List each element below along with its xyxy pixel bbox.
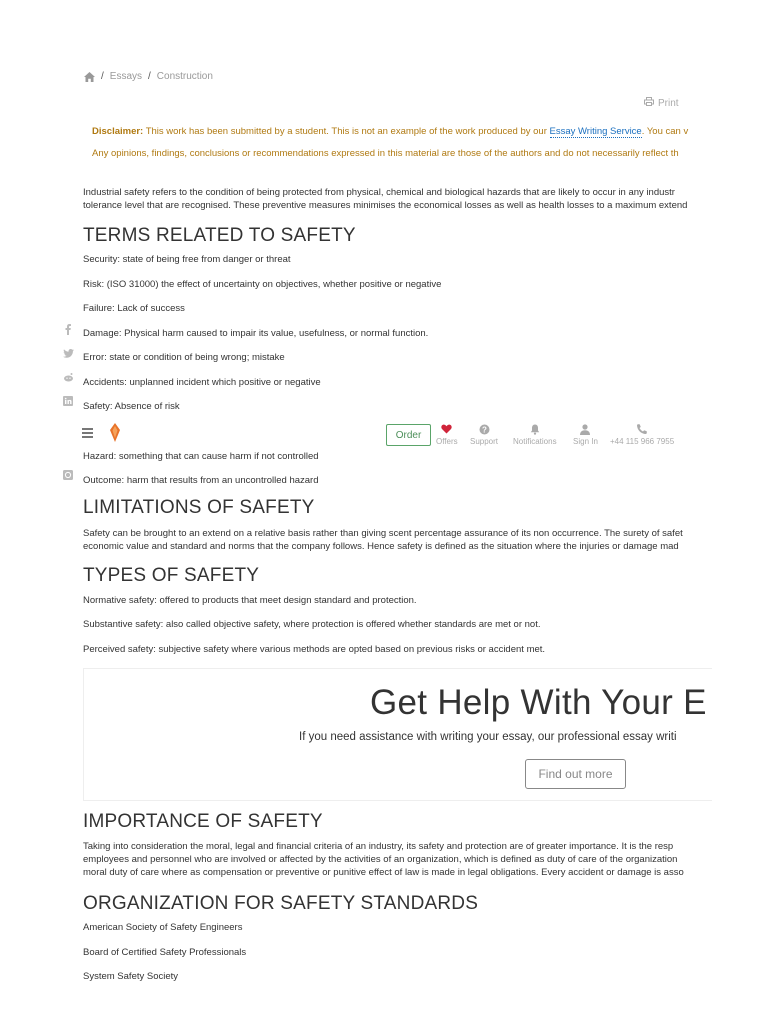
print-button[interactable] (644, 97, 679, 109)
printer-icon (644, 97, 654, 109)
disclaimer-box (84, 120, 712, 178)
bell-icon (513, 423, 557, 435)
help-banner (83, 668, 712, 801)
phone-icon (610, 423, 674, 435)
type-item: Normative safety: offered to products that meet design standard and protection. (83, 595, 417, 606)
logo-icon[interactable] (108, 423, 122, 443)
help-banner-title: Get Help With Your E (370, 683, 707, 722)
essay-writing-service-link[interactable]: Essay Writing Service (549, 126, 642, 137)
breadcrumb (84, 71, 213, 82)
limitations-paragraph (83, 527, 712, 553)
breadcrumb-essays[interactable]: Essays (109, 71, 143, 82)
types-heading: TYPES OF SAFETY (83, 565, 260, 586)
support-button[interactable] (470, 423, 498, 446)
twitter-icon[interactable] (62, 347, 74, 359)
term-item: Safety: Absence of risk (83, 401, 180, 412)
disclaimer-label: Disclaimer: (92, 126, 144, 137)
limitations-line: Safety can be brought to an extend on a relative basis rather than giving scent percentage assurance of its non occurrence. The surety of safet (83, 528, 683, 539)
breadcrumb-construction[interactable]: Construction (156, 71, 213, 82)
term-item: Outcome: harm that results from an uncontrolled hazard (83, 475, 319, 486)
facebook-icon[interactable] (62, 323, 74, 335)
organization-item: System Safety Society (83, 971, 179, 982)
find-out-more-button[interactable]: Find out more (525, 759, 626, 789)
user-icon (573, 423, 598, 435)
heart-icon (436, 423, 458, 435)
whatsapp-icon[interactable] (62, 469, 74, 481)
help-banner-subtitle: If you need assistance with writing your essay, our professional essay writi (299, 731, 677, 743)
breadcrumb-separator: / (101, 71, 104, 82)
sticky-toolbar (74, 420, 712, 448)
term-item: Risk: (ISO 31000) the effect of uncertainty on objectives, whether positive or negative (83, 279, 442, 290)
terms-heading: TERMS RELATED TO SAFETY (83, 225, 356, 246)
term-item: Hazard: something that can cause harm if not controlled (83, 451, 319, 462)
term-item: Error: state or condition of being wrong; mistake (83, 352, 285, 363)
disclaimer-line-2: Any opinions, findings, conclusions or recommendations expressed in this material are those of the authors and do not necessarily reflect th (92, 148, 679, 159)
organization-item: Board of Certified Safety Professionals (83, 947, 247, 958)
term-item: Security: state of being free from danger or threat (83, 254, 291, 265)
svg-text:?: ? (481, 424, 487, 434)
offers-button[interactable] (436, 423, 458, 446)
support-label: Support (470, 437, 499, 446)
importance-line: employees and personnel who are involved or affected by the activities of an organization, which is defined as duty of care of the organization (83, 854, 678, 865)
term-item: Accidents: unplanned incident which positive or negative (83, 377, 321, 388)
intro-line: Industrial safety refers to the condition of being protected from physical, chemical and biological hazards that are likely to occur in any industr (83, 187, 675, 198)
home-icon[interactable] (84, 72, 95, 82)
limitations-heading: LIMITATIONS OF SAFETY (83, 497, 315, 518)
importance-line: Taking into consideration the moral, legal and financial criteria of an industry, its safety and protection are of greater importance. It is the resp (83, 841, 674, 852)
type-item: Perceived safety: subjective safety where various methods are opted based on previous risks or accident met. (83, 644, 546, 655)
disclaimer-line-1 (84, 125, 712, 139)
menu-icon[interactable] (82, 428, 93, 437)
limitations-line: economic value and standard and norms that the company follows. Hence safety is defined as the situation where the injuries or damage mad (83, 541, 679, 552)
print-label: Print (658, 97, 679, 109)
reddit-icon[interactable] (62, 371, 74, 383)
type-item: Substantive safety: also called objective safety, where protection is offered whether standards are met or not. (83, 619, 541, 630)
term-item: Damage: Physical harm caused to impair its value, usefulness, or normal function. (83, 328, 429, 339)
intro-paragraph (83, 186, 712, 212)
sign-in-button[interactable] (573, 423, 598, 446)
importance-paragraph (83, 840, 712, 879)
linkedin-icon[interactable] (62, 395, 74, 407)
organizations-heading: ORGANIZATION FOR SAFETY STANDARDS (83, 893, 479, 914)
importance-line: moral duty of care where as compensation or preventive or punitive effect of law is made in legal obligations. Every accident or damage is asso (83, 867, 684, 878)
notifications-label: Notifications (513, 437, 557, 446)
sign-in-label: Sign In (573, 437, 598, 446)
organization-item: American Society of Safety Engineers (83, 922, 243, 933)
order-button[interactable]: Order (386, 424, 431, 446)
phone-button[interactable] (610, 423, 674, 446)
question-icon (470, 423, 498, 435)
term-item: Failure: Lack of success (83, 303, 185, 314)
breadcrumb-separator: / (148, 71, 151, 82)
intro-line: tolerance level that are recognised. These preventive measures minimises the economical losses as well as health losses to a maximum extend (83, 200, 688, 211)
notifications-button[interactable] (513, 423, 557, 446)
offers-label: Offers (436, 437, 458, 446)
disclaimer-text-after: . You can v (641, 126, 689, 137)
phone-number: +44 115 966 7955 (610, 437, 675, 446)
disclaimer-text: This work has been submitted by a student. This is not an example of the work produced by our (143, 126, 550, 137)
importance-heading: IMPORTANCE OF SAFETY (83, 811, 323, 832)
